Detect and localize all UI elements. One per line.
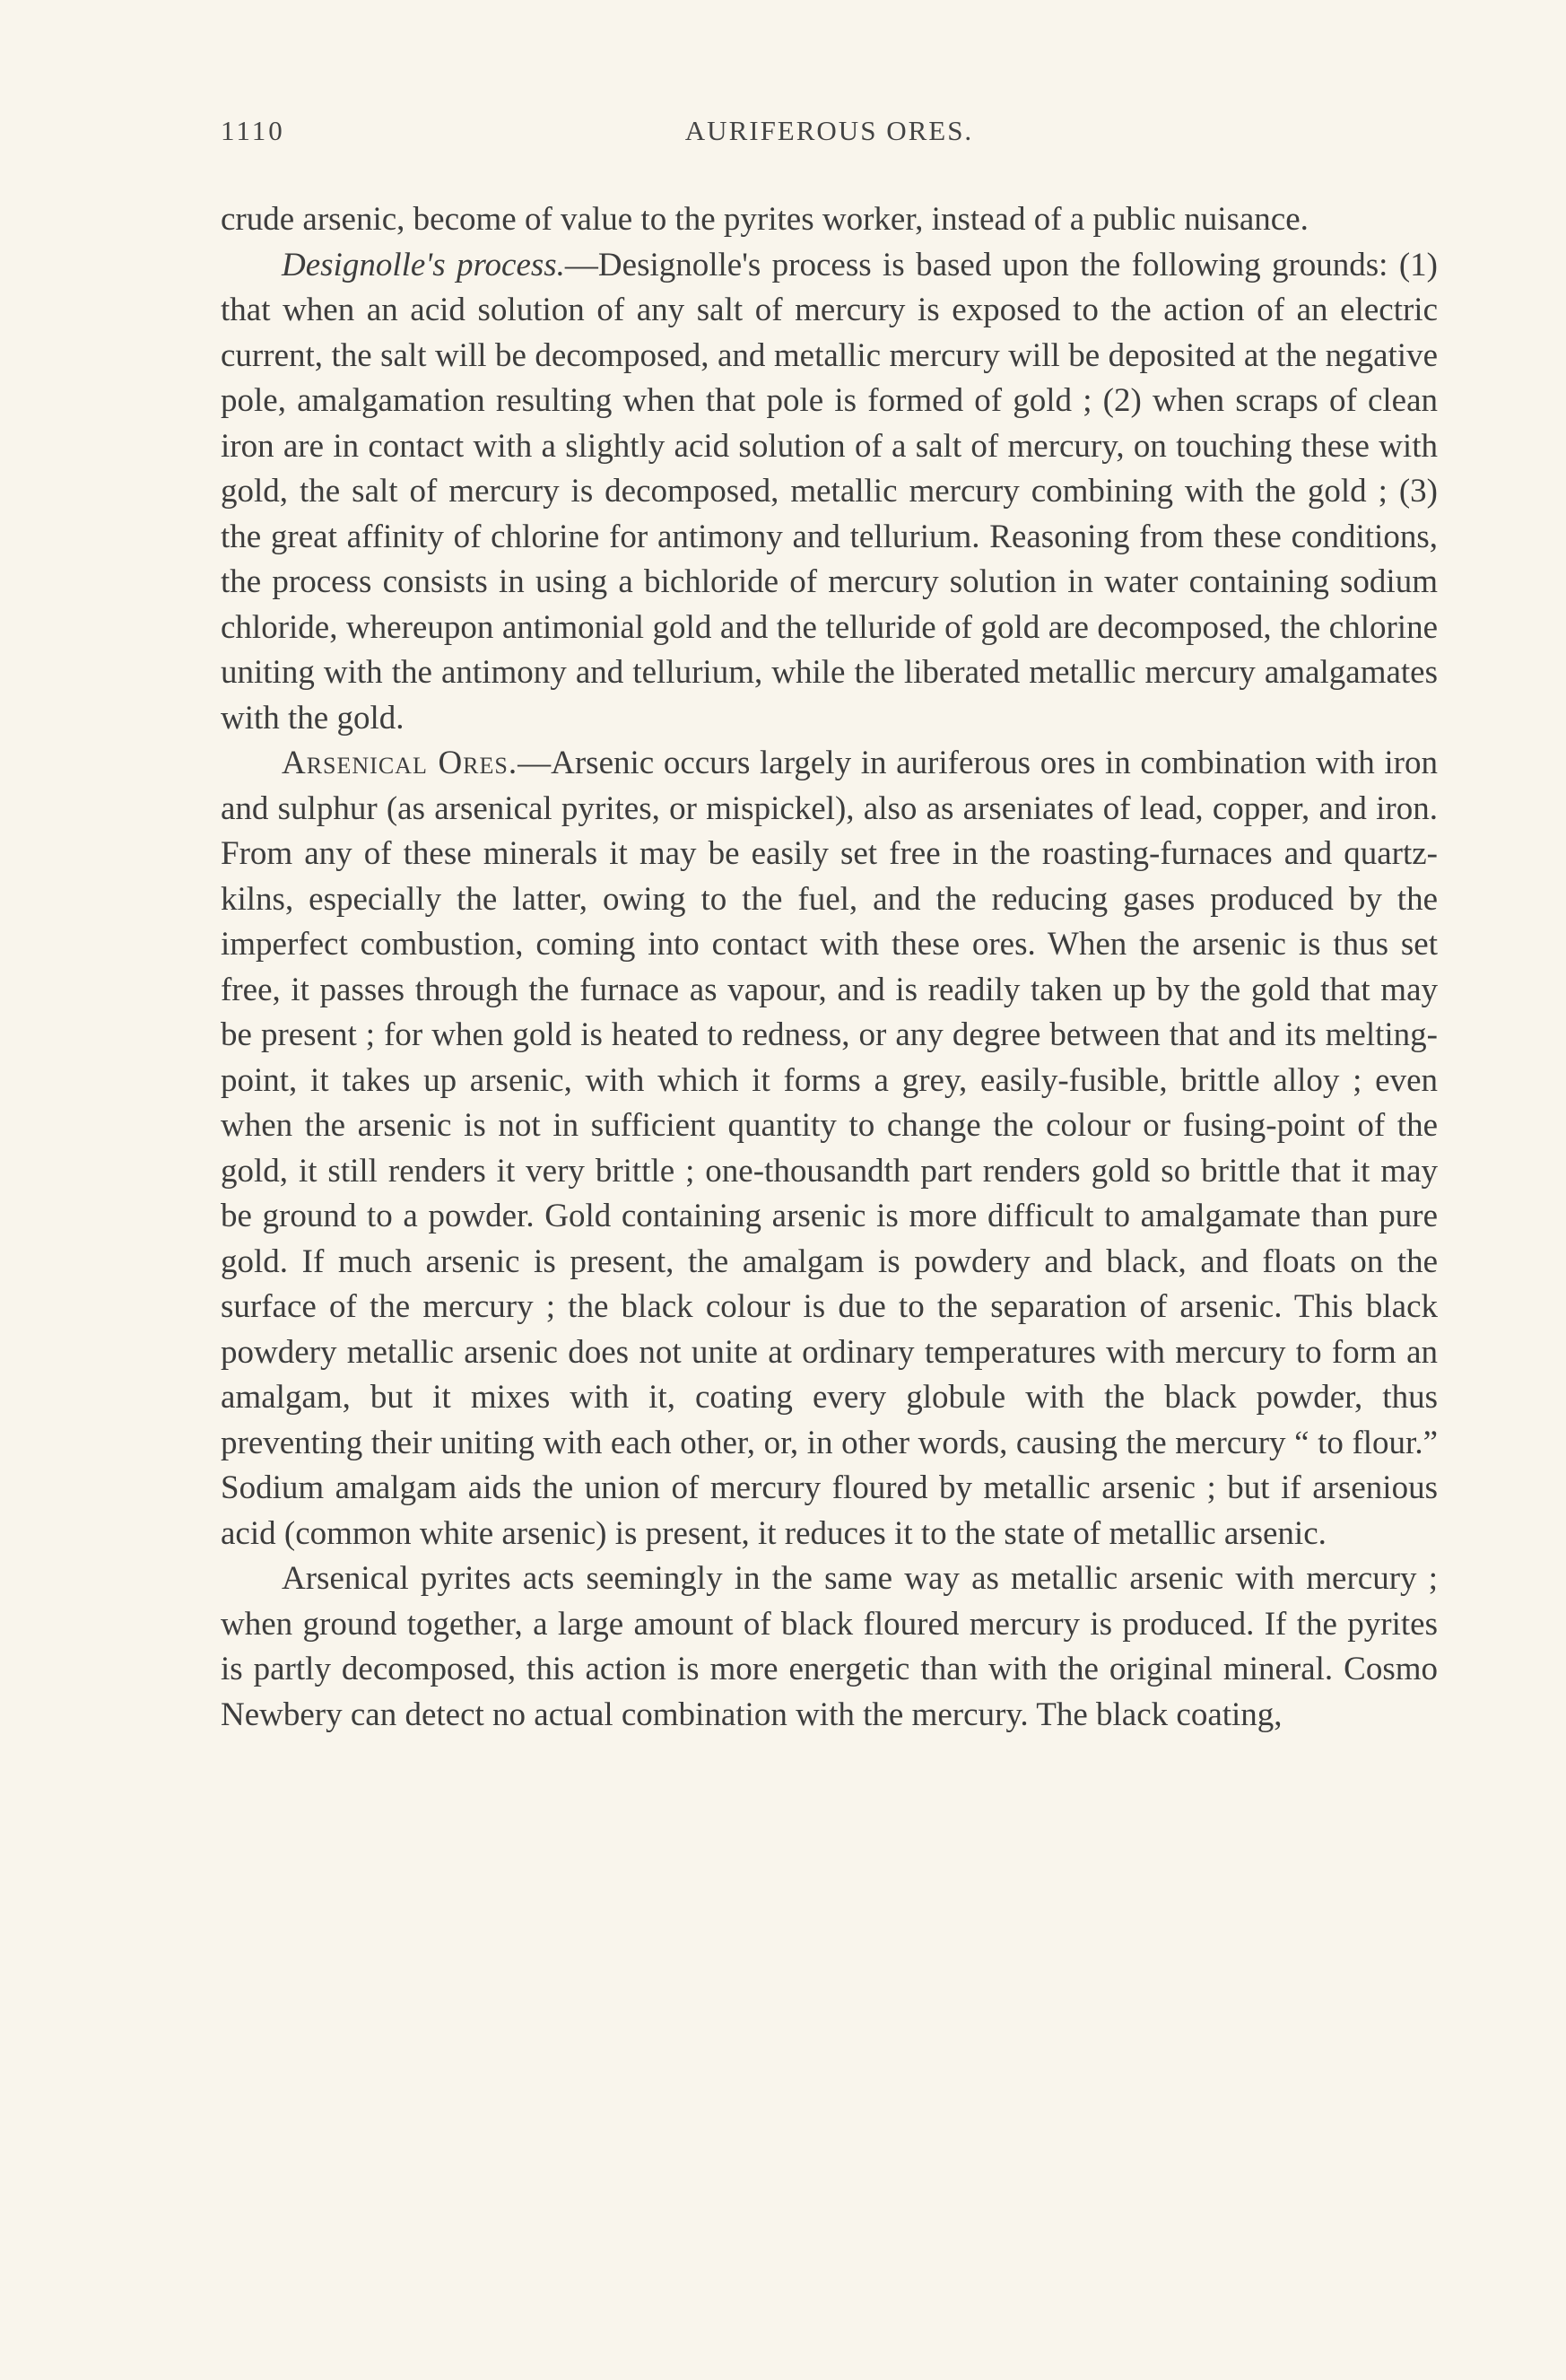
paragraph-text: Arsenical pyrites acts seemingly in the same way as metallic arsenic with mercury ; when ground together, a large amount of black floured mercury is produced. If the pyrites is partly decomposed, this action is more energetic than with the original mineral. Cosmo Newbery can detect no actual combination with the mercury. The black coating, (221, 1560, 1438, 1733)
running-head (221, 115, 1438, 151)
paragraph-designolle-process (221, 243, 1438, 742)
section-lead-arsenical-ores: Arsenical Ores. (282, 745, 518, 781)
body-text (221, 197, 1438, 1738)
paragraph-text: —Designolle's process is based upon the following grounds: (1) that when an acid solution of any salt of mercury is exposed to the action of an electric current, the salt will be decomposed, and metallic mercury will be deposited at the negative pole, amalgamation resulting when that pole is formed of gold ; (2) when scraps of clean iron are in contact with a slightly acid solution of a salt of mercury, on touching these with gold, the salt of mercury is decomposed, metallic mercury combining with the gold ; (3) the great affinity of chlorine for antimony and tellurium. Reasoning from these conditions, the process consists in using a bichloride of mercury solution in water containing sodium chloride, whereupon antimonial gold and the telluride of gold are decomposed, the chlorine uniting with the antimony and tellurium, while the liberated metallic mercury amalgamates with the gold. (221, 246, 1438, 737)
paragraph-arsenical-pyrites (221, 1556, 1438, 1738)
section-lead-designolle: Designolle's process. (282, 246, 565, 283)
paragraph-continuation (221, 197, 1438, 243)
paragraph-text: —Arsenic occurs largely in auriferous ores in combination with iron and sulphur (as arsenical pyrites, or mispickel), also as arseniates of lead, copper, and iron. From any of these minerals it may be easily set free in the roasting-furnaces and quartz-kilns, especially the latter, owing to the fuel, and the reducing gases produced by the imperfect combustion, coming into contact with these ores. When the arsenic is thus set free, it passes through the furnace as vapour, and is readily taken up by the gold that may be present ; for when gold is heated to redness, or any degree between that and its melting-point, it takes up arsenic, with which it forms a grey, easily-fusible, brittle alloy ; even when the arsenic is not in sufficient quantity to change the colour or fusing-point of the gold, it still renders it very brittle ; one-thousandth part renders gold so brittle that it may be ground to a powder. Gold containing arsenic is more difficult to amalgamate than pure gold. If much arsenic is present, the amalgam is powdery and black, and floats on the surface of the mercury ; the black colour is due to the separation of arsenic. This black powdery metallic arsenic does not unite at ordinary temperatures with mercury to form an amalgam, but it mixes with it, coating every globule with the black powder, thus preventing their uniting with each other, or, in other words, causing the mercury “ to flour.” Sodium amalgam aids the union of mercury floured by metallic arsenic ; but if arsenious acid (common white arsenic) is present, it reduces it to the state of metallic arsenic. (221, 745, 1438, 1552)
book-page (221, 115, 1438, 1738)
running-title: AURIFEROUS ORES. (684, 115, 974, 146)
paragraph-text: crude arsenic, become of value to the pyrites worker, instead of a public nuisance. (221, 201, 1309, 238)
paragraph-arsenical-ores (221, 741, 1438, 1556)
page-number: 1110 (221, 115, 285, 146)
